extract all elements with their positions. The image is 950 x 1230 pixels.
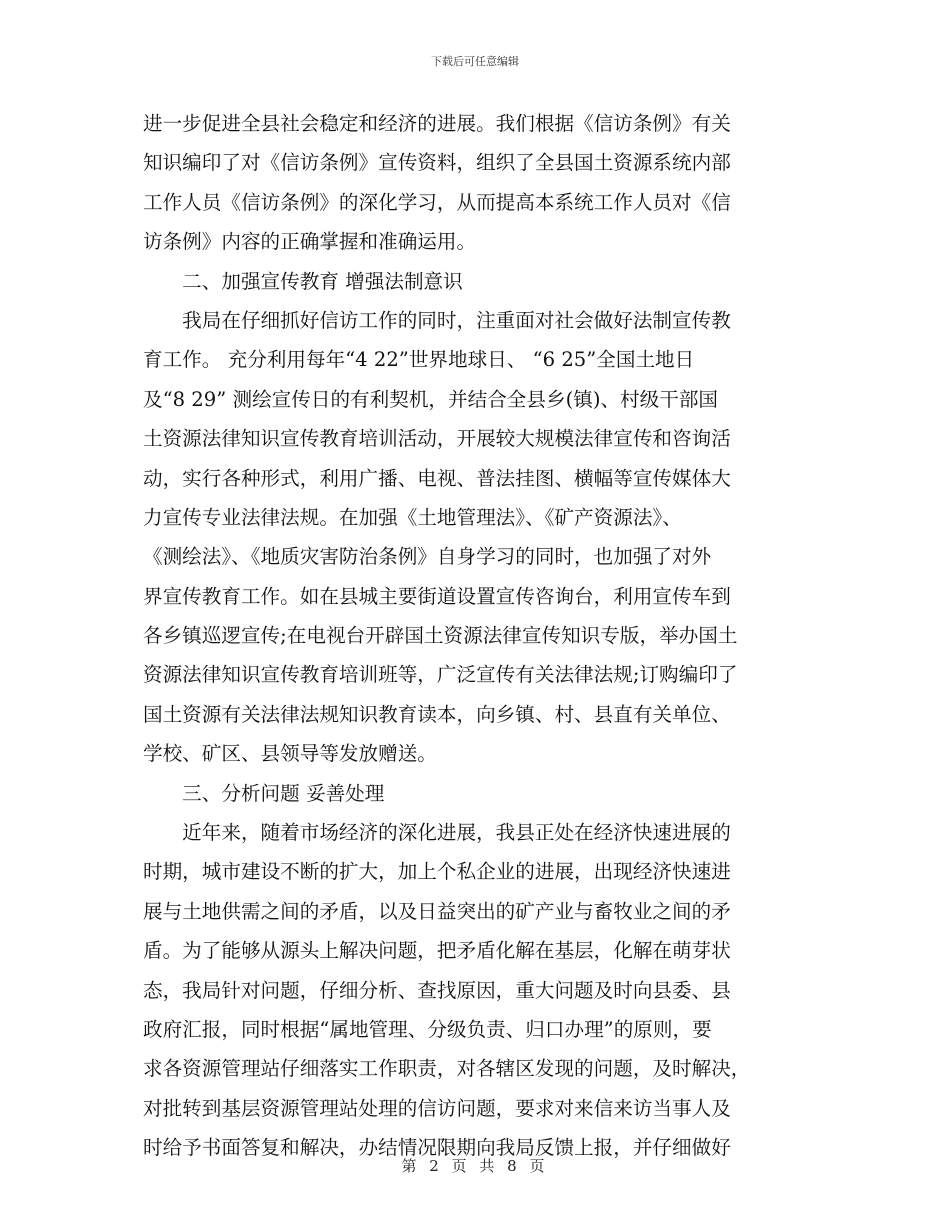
text-line: 进一步促进全县社会稳定和经济的进展。我们根据《信访条例》有关 — [143, 112, 731, 135]
text-line: 土资源法律知识宣传教育培训活动，开展较大规模法律宣传和咨询活 — [143, 427, 731, 451]
text-line: 及“8 29” 测绘宣传日的有利契机，并结合全县乡(镇)、村级干部国 — [143, 387, 719, 411]
text-line: 《测绘法》、《地质灾害防治条例》自身学习的同时，也加强了对外 — [143, 545, 712, 569]
text-line: 育工作。 充分利用每年“4 22”世界地球日、 “6 25”全国土地日 — [143, 348, 695, 372]
text-line: 力宣传专业法律法规。在加强《土地管理法》、《矿产资源法》、 — [143, 505, 682, 529]
text-line: 求各资源管理站仔细落实工作职责，对各辖区发现的问题，及时解决， — [143, 1057, 751, 1081]
text-line: 访条例》内容的正确掌握和准确运用。 — [143, 230, 477, 254]
text-line: 盾。为了能够从源头上解决问题，把矛盾化解在基层，化解在萌芽状 — [143, 939, 731, 963]
section-heading: 三、分析问题 妥善处理 — [143, 781, 385, 805]
text-line: 资源法律知识宣传教育培训班等，广泛宣传有关法律法规;订购编印了 — [143, 663, 738, 687]
text-line: 政府汇报，同时根据“属地管理、分级负责、归口办理”的原则，要 — [143, 1017, 712, 1041]
document-body — [143, 104, 807, 1168]
page-footer: 第 2 页 共 8 页 — [401, 1157, 549, 1175]
text-line: 近年来，随着市场经济的深化进展，我县正处在经济快速进展的 — [143, 821, 731, 845]
text-line: 时期，城市建设不断的扩大，加上个私企业的进展，出现经济快速进 — [143, 860, 731, 884]
text-line: 各乡镇巡逻宣传;在电视台开辟国土资源法律宣传知识专版，举办国土 — [143, 624, 738, 648]
text-line: 学校、矿区、县领导等发放赠送。 — [143, 742, 437, 766]
text-line: 知识编印了对《信访条例》宣传资料，组织了全县国土资源系统内部 — [143, 151, 731, 175]
text-line: 展与土地供需之间的矛盾，以及日益突出的矿产业与畜牧业之间的矛 — [143, 899, 731, 923]
text-line: 对批转到基层资源管理站处理的信访问题，要求对来信来访当事人及 — [143, 1096, 731, 1120]
text-line: 工作人员《信访条例》的深化学习，从而提高本系统工作人员对《信 — [143, 190, 731, 214]
text-line: 界宣传教育工作。如在县城主要街道设置宣传咨询台，利用宣传车到 — [143, 584, 731, 608]
text-line: 态，我局针对问题，仔细分析、查找原因，重大问题及时向县委、县 — [143, 978, 731, 1002]
section-heading: 二、加强宣传教育 增强法制意识 — [143, 269, 463, 293]
page-header: 下载后可任意编辑 — [431, 55, 519, 68]
text-line: 动，实行各种形式，利用广播、电视、普法挂图、横幅等宣传媒体大 — [143, 466, 731, 490]
text-line: 我局在仔细抓好信访工作的同时，注重面对社会做好法制宣传教 — [143, 308, 731, 332]
text-line: 国土资源有关法律法规知识教育读本，向乡镇、村、县直有关单位、 — [143, 702, 731, 726]
text-line: 时给予书面答复和解决，办结情况限期向我局反馈上报，并仔细做好 — [143, 1136, 731, 1160]
